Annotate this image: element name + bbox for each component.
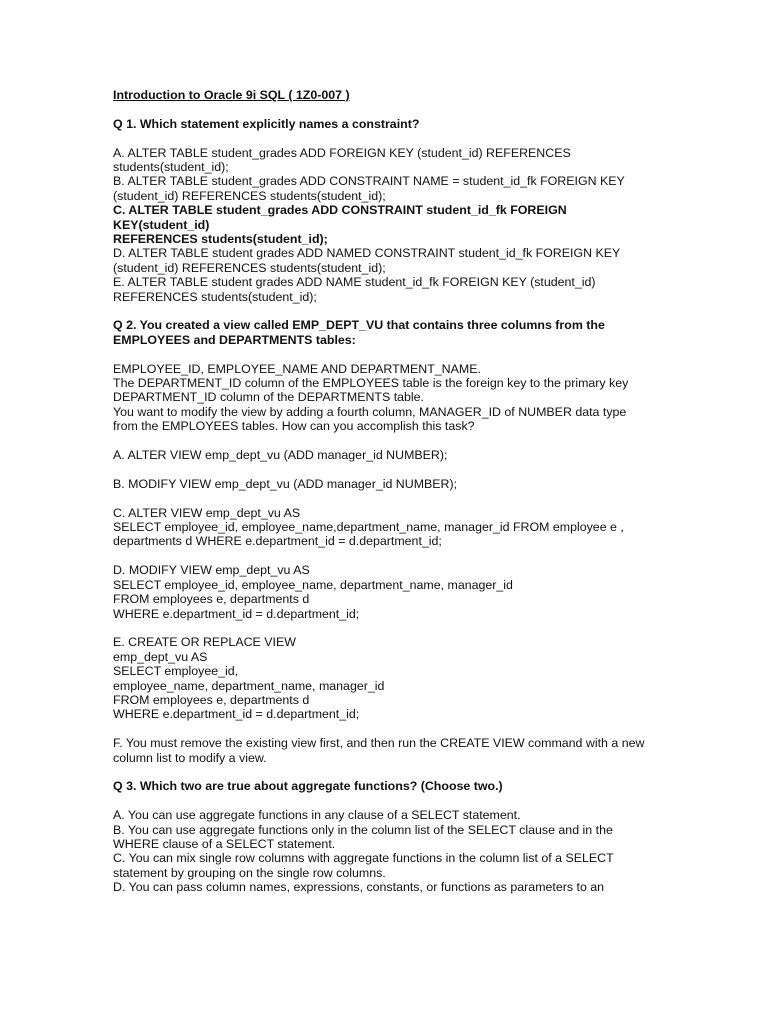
spacer <box>113 549 643 563</box>
spacer <box>113 765 643 779</box>
option-e-line: SELECT employee_id, <box>113 664 239 679</box>
option-d-line: SELECT employee_id, employee_name, department_name, manager_id <box>113 577 513 592</box>
option-f-line: F. You must remove the existing view first, and then run the CREATE VIEW command with a new <box>113 736 645 751</box>
question-2-intro-line: You want to modify the view by adding a fourth column, MANAGER_ID of NUMBER data type <box>113 404 627 419</box>
spacer <box>113 621 643 635</box>
spacer <box>113 491 643 505</box>
question-2-option-c <box>113 506 643 549</box>
option-e-line: employee_name, department_name, manager_id <box>113 678 385 693</box>
question-1-option-line: E. ALTER TABLE student grades ADD NAME student_id_fk FOREIGN KEY (student_id) <box>113 275 596 290</box>
question-2-option-d <box>113 563 643 621</box>
question-3-option-line: A. You can use aggregate functions in any clause of a SELECT statement. <box>113 808 521 823</box>
option-d-line: D. MODIFY VIEW emp_dept_vu AS <box>113 563 310 578</box>
option-e-line: WHERE e.department_id = d.department_id; <box>113 707 360 722</box>
question-2-intro-line: The DEPARTMENT_ID column of the EMPLOYEES table is the foreign key to the primary key <box>113 376 629 391</box>
question-3 <box>113 779 643 894</box>
spacer <box>113 722 643 736</box>
question-1-option-line: D. ALTER TABLE student grades ADD NAMED CONSTRAINT student_id_fk FOREIGN KEY <box>113 246 621 261</box>
option-c-line: SELECT employee_id, employee_name,department_name, manager_id FROM employee e , <box>113 520 624 535</box>
spacer <box>113 347 643 361</box>
option-c-line: C. ALTER VIEW emp_dept_vu AS <box>113 505 301 520</box>
spacer <box>113 462 643 476</box>
option-d-line: FROM employees e, departments d <box>113 592 310 607</box>
question-3-option-line: statement by grouping on the single row columns. <box>113 865 386 880</box>
question-1 <box>113 117 643 304</box>
question-1-option-line: (student_id) REFERENCES students(student_id); <box>113 188 386 203</box>
document-page <box>113 88 643 895</box>
question-1-option-line: KEY(student_id) <box>113 217 210 232</box>
question-1-option-line: A. ALTER TABLE student_grades ADD FOREIGN KEY (student_id) REFERENCES <box>113 145 571 160</box>
spacer <box>113 102 643 116</box>
question-2 <box>113 318 643 764</box>
spacer <box>113 434 643 448</box>
option-e-line: FROM employees e, departments d <box>113 692 310 707</box>
question-3-option-line: C. You can mix single row columns with aggregate functions in the column list of a SELECT <box>113 851 614 866</box>
question-1-options <box>113 146 643 304</box>
question-3-text: Q 3. Which two are true about aggregate functions? (Choose two.) <box>113 779 503 794</box>
option-c-line: departments d WHERE e.department_id = d.department_id; <box>113 534 442 549</box>
question-1-option-line: students(student_id); <box>113 160 229 174</box>
question-2-text-line: Q 2. You created a view called EMP_DEPT_VU that contains three columns from the <box>113 318 605 333</box>
document-title: Introduction to Oracle 9i SQL ( 1Z0-007 ) <box>113 88 350 102</box>
question-3-option-line: D. You can pass column names, expressions, constants, or functions as parameters to an <box>113 880 605 895</box>
question-3-option-line: WHERE clause of a SELECT statement. <box>113 836 336 851</box>
question-1-text: Q 1. Which statement explicitly names a constraint? <box>113 116 420 131</box>
question-2-intro-line: from the EMPLOYEES tables. How can you accomplish this task? <box>113 419 475 434</box>
question-2-option-e <box>113 635 643 721</box>
question-2-option-a: A. ALTER VIEW emp_dept_vu (ADD manager_id NUMBER); <box>113 448 448 463</box>
option-d-line: WHERE e.department_id = d.department_id; <box>113 606 360 621</box>
option-e-line: E. CREATE OR REPLACE VIEW <box>113 635 296 650</box>
question-1-option-line: (student_id) REFERENCES students(student_id); <box>113 260 386 275</box>
question-1-option-line: B. ALTER TABLE student_grades ADD CONSTRAINT NAME = student_id_fk FOREIGN KEY <box>113 174 625 189</box>
question-2-text-line: EMPLOYEES and DEPARTMENTS tables: <box>113 332 356 347</box>
question-1-option-line: REFERENCES students(student_id); <box>113 289 317 304</box>
option-e-line: emp_dept_vu AS <box>113 649 208 664</box>
spacer <box>113 794 643 808</box>
question-3-option-line: B. You can use aggregate functions only in the column list of the SELECT clause and in the <box>113 822 613 837</box>
question-2-intro-line: DEPARTMENT_ID column of the DEPARTMENTS table. <box>113 390 425 405</box>
question-1-option-line: REFERENCES students(student_id); <box>113 232 328 247</box>
question-2-intro-line: EMPLOYEE_ID, EMPLOYEE_NAME AND DEPARTMENT_NAME. <box>113 361 481 376</box>
spacer <box>113 304 643 318</box>
question-2-option-f <box>113 736 643 765</box>
spacer <box>113 131 643 145</box>
question-2-option-b: B. MODIFY VIEW emp_dept_vu (ADD manager_id NUMBER); <box>113 476 458 491</box>
question-1-option-line: C. ALTER TABLE student_grades ADD CONSTRAINT student_id_fk FOREIGN <box>113 203 567 218</box>
option-f-line: column list to modify a view. <box>113 750 267 765</box>
